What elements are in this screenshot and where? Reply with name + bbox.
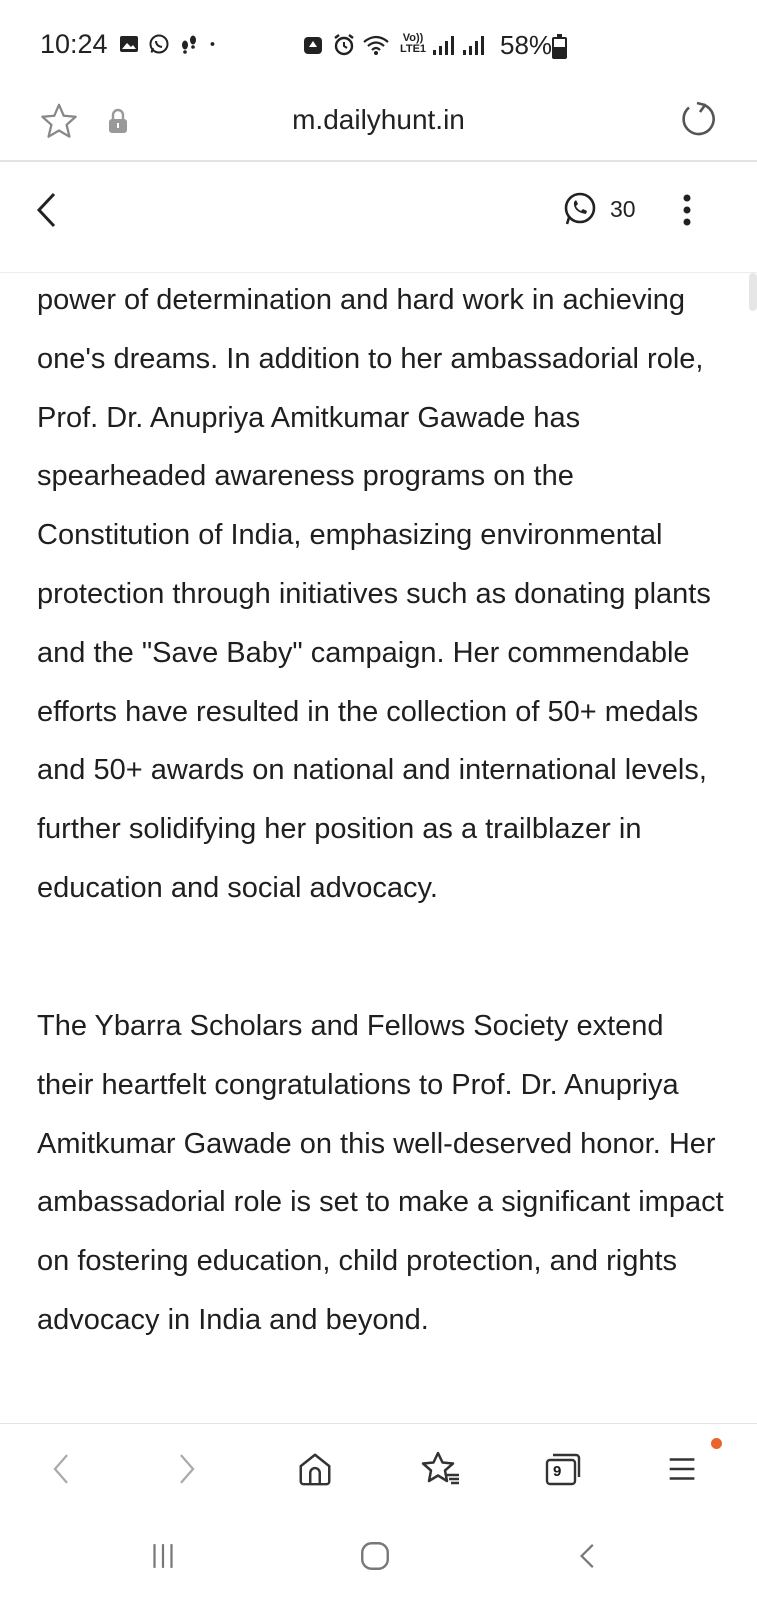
- dot-icon: [208, 33, 222, 55]
- chevron-left-icon: [48, 1450, 74, 1488]
- android-navigation-bar: [0, 1513, 757, 1600]
- network-type-label: LTE1: [399, 43, 427, 55]
- notification-icons: [118, 33, 222, 55]
- reload-icon[interactable]: [678, 100, 718, 140]
- lock-screen-icon: [302, 34, 324, 56]
- home-circle-icon: [358, 1539, 392, 1573]
- recent-apps-button[interactable]: [138, 1531, 188, 1581]
- recent-apps-icon: [146, 1539, 180, 1573]
- whatsapp-icon: [562, 191, 598, 227]
- tabs-icon: [543, 1449, 583, 1489]
- tab-count: 9: [553, 1463, 562, 1480]
- back-nav-button[interactable]: [563, 1531, 613, 1581]
- gallery-icon: [118, 33, 140, 55]
- article-paragraph: power of determination and hard work in achieving one's dreams. In addition to her ambassadorial role, Prof. Dr. Anupriya Amitkumar Gawade has spearheaded awareness programs on the Constitution of India, emphasizing environmental protection through initiatives such as donating plants and the "Save Baby" campaign. Her commendable efforts have resulted in the collection of 50+ medals and 50+ awards on national and international levels, further solidifying her position as a trailblazer in education and social advocacy.: [37, 284, 711, 904]
- url-bar: [0, 90, 757, 162]
- whatsapp-icon: [148, 33, 170, 55]
- footsteps-icon: [178, 33, 200, 55]
- back-icon[interactable]: [32, 188, 62, 232]
- tabs-button[interactable]: [540, 1446, 586, 1492]
- bookmarks-icon: [421, 1449, 461, 1489]
- home-icon: [296, 1450, 334, 1488]
- volte-indicator: [398, 33, 428, 55]
- scrollbar[interactable]: [749, 273, 757, 311]
- home-button[interactable]: [292, 1446, 338, 1492]
- more-icon[interactable]: [672, 188, 702, 232]
- whatsapp-share-button[interactable]: [562, 191, 636, 227]
- notification-dot: [711, 1438, 722, 1449]
- bookmarks-button[interactable]: [418, 1446, 464, 1492]
- browser-back-button[interactable]: [38, 1446, 84, 1492]
- signal-icon-sim2: [462, 34, 486, 56]
- home-nav-button[interactable]: [350, 1531, 400, 1581]
- menu-button[interactable]: [660, 1446, 706, 1492]
- browser-forward-button[interactable]: [164, 1446, 210, 1492]
- status-bar: [0, 0, 757, 90]
- battery-icon: [552, 37, 567, 59]
- article-toolbar: [0, 163, 757, 273]
- battery-percent: 58%: [500, 30, 553, 60]
- url-text[interactable]: m.dailyhunt.in: [292, 104, 465, 135]
- browser-bottom-bar: [0, 1423, 757, 1513]
- volte-label: Vo)): [402, 32, 424, 44]
- whatsapp-share-count: 30: [610, 195, 636, 222]
- article-body: [0, 273, 757, 1423]
- back-nav-icon: [572, 1539, 604, 1573]
- signal-icon: [432, 34, 456, 56]
- article-paragraph: The Ybarra Scholars and Fellows Society extend their heartfelt congratulations to Prof. Dr. Anupriya Amitkumar Gawade on this well-deserved honor. Her ambassadorial role is set to make a significant impact on fostering education, child protection, and rights advocacy in India and beyond.: [37, 1010, 724, 1336]
- menu-icon: [664, 1450, 702, 1488]
- status-time: 10:24: [40, 29, 108, 59]
- wifi-icon: [362, 33, 392, 57]
- alarm-icon: [332, 33, 356, 57]
- chevron-right-icon: [174, 1450, 200, 1488]
